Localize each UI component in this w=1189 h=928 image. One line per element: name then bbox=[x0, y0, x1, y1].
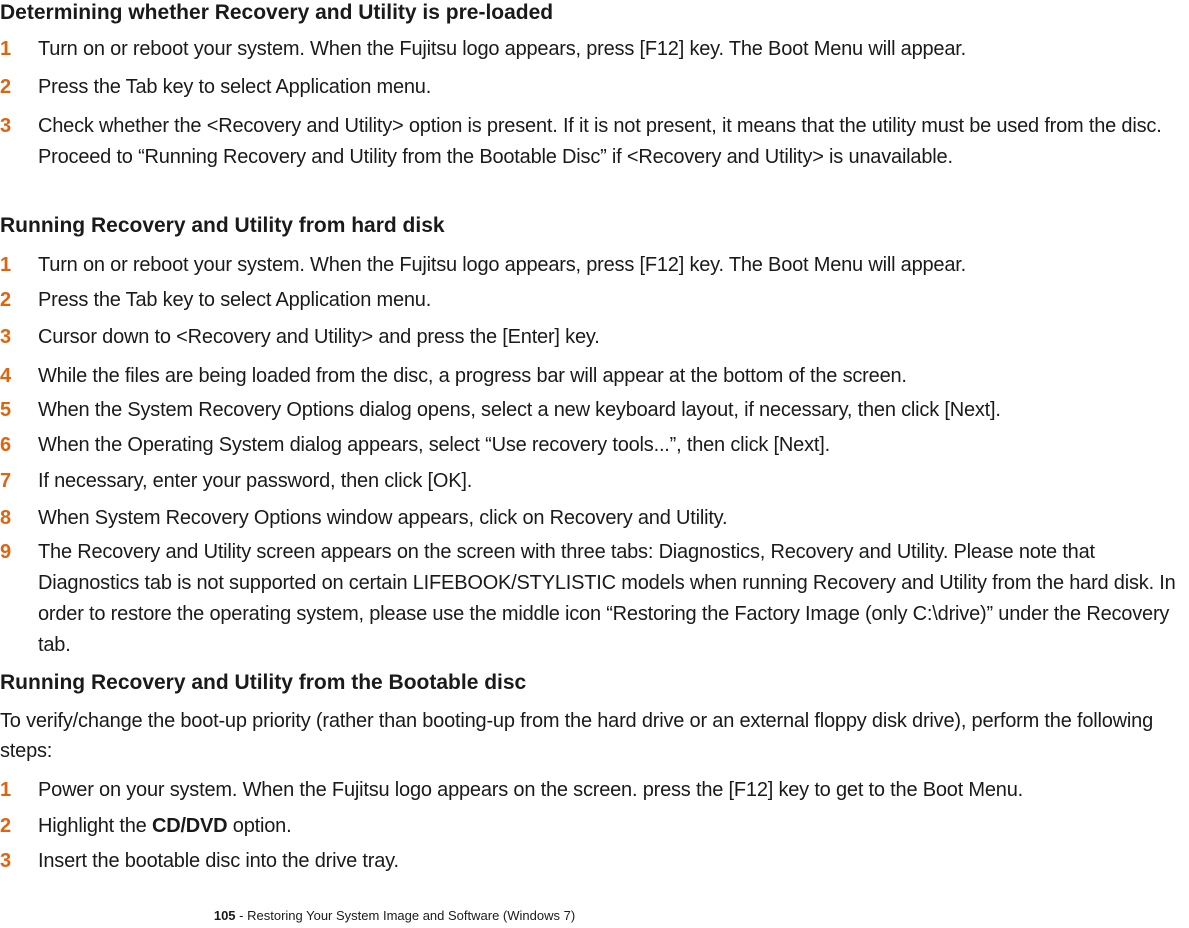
step-number: 5 bbox=[0, 399, 11, 421]
page-footer bbox=[0, 906, 989, 926]
step-number: 1 bbox=[0, 254, 11, 276]
step-text: The Recovery and Utility screen appears on the screen with three tabs: Diagnostics, Recovery and Utility. Please note that Diagnostics tab is not supported on certain LIFEBOOK/STYLISTIC models when running Recovery and Utility from the hard disk. In order to restore the operating system, please use the middle icon “Restoring the Factory Image (only C:\drive)” under the Recovery tab. bbox=[38, 541, 1176, 656]
step-text: Power on your system. When the Fujitsu logo appears on the screen. press the [F12] key to get to the Boot Menu. bbox=[38, 779, 1024, 801]
step-text: Turn on or reboot your system. When the Fujitsu logo appears, press [F12] key. The Boot Menu will appear. bbox=[38, 38, 966, 60]
step-number: 3 bbox=[0, 115, 11, 137]
step-text-after: option. bbox=[227, 815, 292, 837]
step-item bbox=[0, 537, 1189, 661]
section-heading-harddisk: Running Recovery and Utility from hard disk bbox=[0, 214, 445, 237]
step-number: 1 bbox=[0, 38, 11, 60]
step-item bbox=[0, 111, 1189, 173]
step-number: 8 bbox=[0, 507, 11, 529]
section-heading-bootable: Running Recovery and Utility from the Bootable disc bbox=[0, 671, 527, 694]
step-item bbox=[0, 322, 1189, 353]
step-item bbox=[0, 811, 1189, 842]
footer-title: Restoring Your System Image and Software (Windows 7) bbox=[247, 908, 576, 923]
step-text: When the System Recovery Options dialog opens, select a new keyboard layout, if necessary, then click [Next]. bbox=[38, 399, 1001, 421]
step-item bbox=[0, 361, 1189, 392]
step-text: If necessary, enter your password, then click [OK]. bbox=[38, 470, 473, 492]
step-text: When the Operating System dialog appears, select “Use recovery tools...”, then click [Next]. bbox=[38, 434, 830, 456]
step-text: Check whether the <Recovery and Utility> option is present. If it is not present, it means that the utility must be used from the disc. Proceed to “Running Recovery and Utility from the Bootable Disc” if <Recovery and Utility> is unavailable. bbox=[38, 115, 1162, 168]
step-item bbox=[0, 395, 1189, 426]
step-item bbox=[0, 34, 1189, 65]
step-item bbox=[0, 430, 1189, 461]
step-text: Cursor down to <Recovery and Utility> and press the [Enter] key. bbox=[38, 326, 600, 348]
cd-dvd-option-label: CD/DVD bbox=[151, 815, 228, 837]
step-item bbox=[0, 285, 1189, 316]
footer-separator: - bbox=[235, 908, 248, 923]
step-text: Insert the bootable disc into the drive tray. bbox=[38, 850, 399, 872]
step-number: 4 bbox=[0, 365, 11, 387]
step-item bbox=[0, 466, 1189, 497]
step-item bbox=[0, 72, 1189, 103]
step-text bbox=[38, 811, 1189, 842]
step-text: Press the Tab key to select Application menu. bbox=[38, 76, 432, 98]
step-number: 2 bbox=[0, 76, 11, 98]
step-item bbox=[0, 250, 1189, 281]
step-number: 3 bbox=[0, 326, 11, 348]
step-number: 2 bbox=[0, 815, 11, 837]
step-text: Press the Tab key to select Application menu. bbox=[38, 289, 432, 311]
step-item bbox=[0, 503, 1189, 534]
step-number: 2 bbox=[0, 289, 11, 311]
step-text-before: Highlight the bbox=[38, 815, 152, 837]
step-text: When System Recovery Options window appears, click on Recovery and Utility. bbox=[38, 507, 728, 529]
step-item bbox=[0, 775, 1189, 806]
step-number: 9 bbox=[0, 541, 11, 563]
section-heading-preloaded: Determining whether Recovery and Utility is pre-loaded bbox=[0, 1, 554, 24]
page-number: 105 bbox=[213, 908, 236, 923]
step-text: Turn on or reboot your system. When the Fujitsu logo appears, press [F12] key. The Boot Menu will appear. bbox=[38, 254, 966, 276]
step-number: 6 bbox=[0, 434, 11, 456]
step-item bbox=[0, 846, 1189, 877]
step-number: 1 bbox=[0, 779, 11, 801]
step-number: 7 bbox=[0, 470, 11, 492]
intro-paragraph: To verify/change the boot-up priority (rather than booting-up from the hard drive or an external floppy disk drive), perform the following steps: bbox=[0, 710, 1154, 762]
step-text: While the files are being loaded from the disc, a progress bar will appear at the bottom of the screen. bbox=[38, 365, 907, 387]
step-number: 3 bbox=[0, 850, 11, 872]
